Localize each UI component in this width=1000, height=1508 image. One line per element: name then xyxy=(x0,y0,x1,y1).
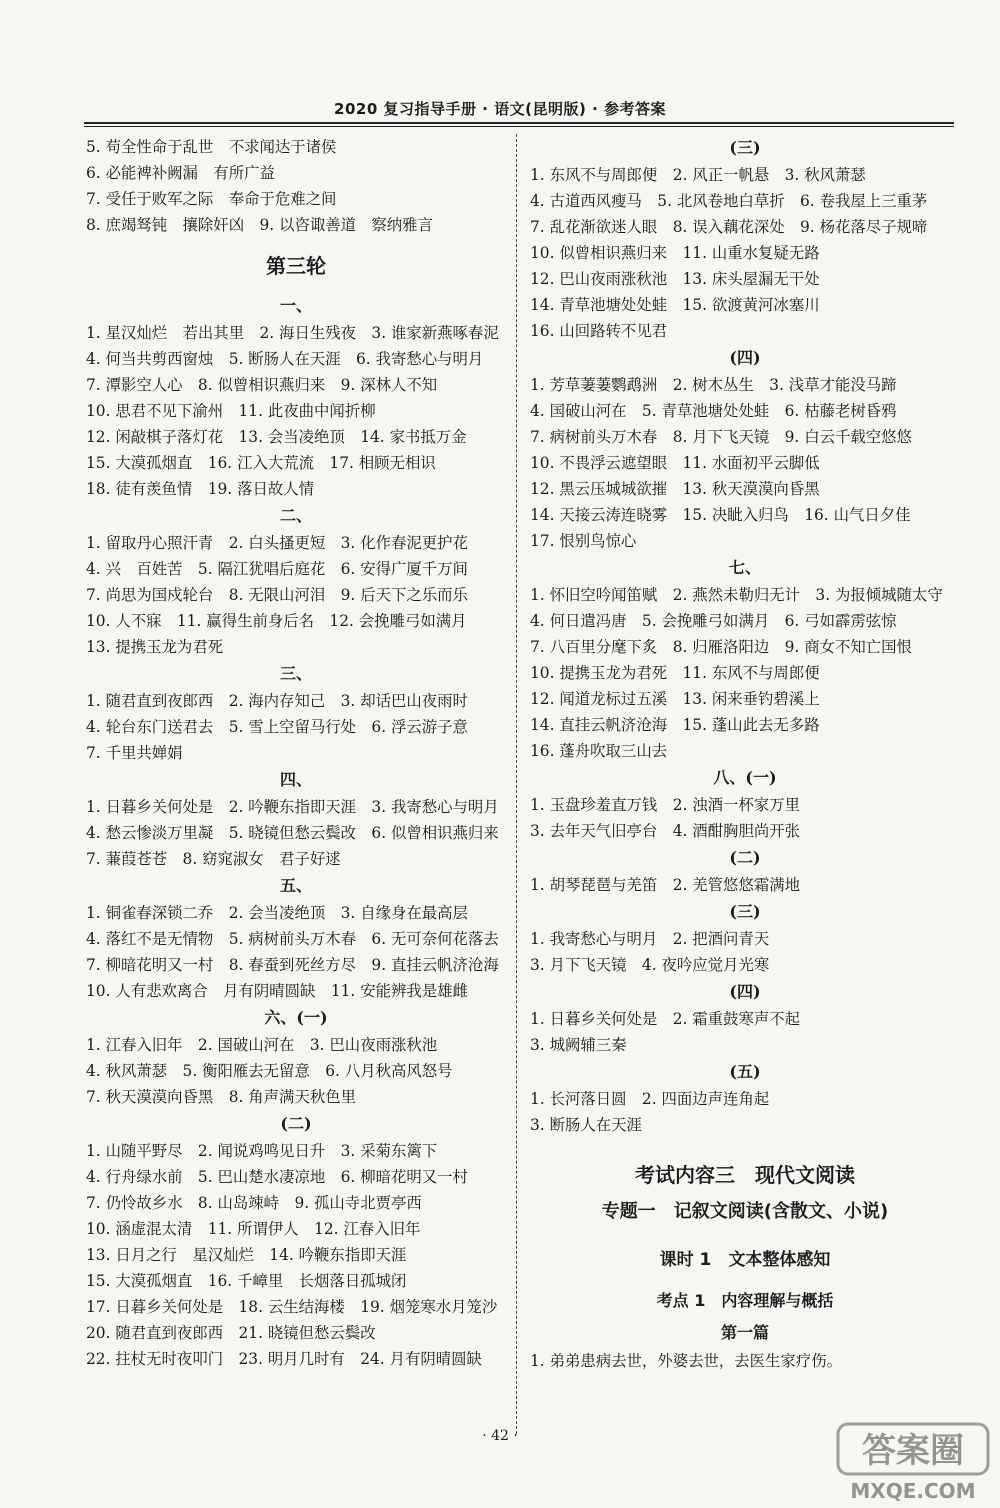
answer-line: 1. 芳草萋萋鹦鹉洲 2. 树木丛生 3. 浅草才能没马蹄 xyxy=(530,376,897,394)
answer-line: 1. 山随平野尽 2. 闻说鸡鸣见日升 3. 采菊东篱下 xyxy=(86,1142,438,1160)
answer-line: 16. 蓬舟吹取三山去 xyxy=(530,742,668,760)
answer-line: 1. 铜雀春深锁二乔 2. 会当凌绝顶 3. 自缘身在最高层 xyxy=(86,904,468,922)
answer-line: 1. 胡琴琵琶与羌笛 2. 羌管悠悠霜满地 xyxy=(530,876,801,894)
answer-line: 15. 大漠孤烟直 16. 江入大荒流 17. 相顾无相识 xyxy=(86,454,436,472)
right-column xyxy=(530,134,960,1374)
exam-content-heading: 考试内容三 现代文阅读 xyxy=(635,1163,855,1187)
answer-line: 1. 弟弟患病去世，外婆去世，去医生家疗伤。 xyxy=(530,1352,842,1370)
answer-line: 7. 蒹葭苍苍 8. 窈窕淑女 君子好逑 xyxy=(86,850,341,868)
section-heading: (四) xyxy=(729,982,761,1001)
answer-line: 10. 人有悲欢离合 月有阴晴圆缺 11. 安能辨我是雄雌 xyxy=(86,982,468,1000)
answer-line: 10. 涵虚混太清 11. 所谓伊人 12. 江春入旧年 xyxy=(86,1220,421,1238)
section-heading: 七、 xyxy=(728,558,761,577)
answer-line: 18. 徒有羡鱼情 19. 落日故人情 xyxy=(86,480,315,498)
section-heading: 二、 xyxy=(279,506,312,525)
answer-line: 1. 日暮乡关何处是 2. 吟鞭东指即天涯 3. 我寄愁心与明月 xyxy=(86,798,499,816)
answer-line: 10. 人不寐 11. 赢得生前身后名 12. 会挽雕弓如满月 xyxy=(86,612,467,630)
answer-line: 7. 秋天漠漠向昏黑 8. 角声满天秋色里 xyxy=(86,1088,357,1106)
answer-line: 15. 大漠孤烟直 16. 千嶂里 长烟落日孤城闭 xyxy=(86,1272,407,1290)
answer-line: 4. 愁云惨淡万里凝 5. 晓镜但愁云鬓改 6. 似曾相识燕归来 xyxy=(86,824,499,842)
answer-line: 7. 受任于败军之际 奉命于危难之间 xyxy=(86,190,337,208)
spacer xyxy=(530,1138,960,1152)
lesson-heading: 课时 1 文本整体感知 xyxy=(659,1250,831,1270)
left-column xyxy=(86,134,506,1372)
answer-line: 7. 乱花渐欲迷人眼 8. 误入藕花深处 9. 杨花落尽子规啼 xyxy=(530,218,928,236)
header-rule-thick xyxy=(84,122,954,124)
answer-line: 10. 似曾相识燕归来 11. 山重水复疑无路 xyxy=(530,244,820,262)
watermark-text: 答案圈 xyxy=(862,1431,964,1471)
answer-line: 3. 月下飞天镜 4. 夜吟应觉月光寒 xyxy=(530,956,770,974)
section-heading: 六、(一) xyxy=(264,1008,328,1027)
answer-line: 4. 秋风萧瑟 5. 衡阳雁去无留意 6. 八月秋高风怒号 xyxy=(86,1062,453,1080)
answer-line: 1. 怀旧空吟闻笛赋 2. 燕然未勒归无计 3. 为报倾城随太守 xyxy=(530,586,943,604)
answer-line: 10. 思君不见下渝州 11. 此夜曲中闻折柳 xyxy=(86,402,376,420)
section-heading: (四) xyxy=(729,348,761,367)
passage-heading: 第一篇 xyxy=(720,1323,769,1342)
column-divider xyxy=(516,134,517,1434)
answer-line: 1. 东风不与周郎便 2. 风正一帆悬 3. 秋风萧瑟 xyxy=(530,166,866,184)
section-heading: 五、 xyxy=(279,876,312,895)
answer-line: 7. 千里共婵娟 xyxy=(86,744,183,762)
key-point-heading: 考点 1 内容理解与概括 xyxy=(656,1291,834,1310)
answer-line: 4. 何当共剪西窗烛 5. 断肠人在天涯 6. 我寄愁心与明月 xyxy=(86,350,484,368)
answer-line: 14. 天接云涛连晓雾 15. 决眦入归鸟 16. 山气日夕佳 xyxy=(530,506,911,524)
answer-line: 4. 国破山河在 5. 青草池塘处处蛙 6. 枯藤老树昏鸦 xyxy=(530,402,897,420)
section-heading: 三、 xyxy=(279,664,312,683)
answer-line: 13. 日月之行 星汉灿烂 14. 吟鞭东指即天涯 xyxy=(86,1246,407,1264)
answer-line: 10. 提携玉龙为君死 11. 东风不与周郎便 xyxy=(530,664,820,682)
answer-line: 4. 行舟绿水前 5. 巴山楚水凄凉地 6. 柳暗花明又一村 xyxy=(86,1168,468,1186)
answer-line: 4. 古道西风瘦马 5. 北风卷地白草折 6. 卷我屋上三重茅 xyxy=(530,192,928,210)
answer-line: 1. 日暮乡关何处是 2. 霜重鼓寒声不起 xyxy=(530,1010,801,1028)
answer-line: 4. 轮台东门送君去 5. 雪上空留马行处 6. 浮云游子意 xyxy=(86,718,468,736)
answer-line: 7. 八百里分麾下炙 8. 归雁洛阳边 9. 商女不知亡国恨 xyxy=(530,638,912,656)
answer-line: 4. 兴 百姓苦 5. 隔江犹唱后庭花 6. 安得广厦千万间 xyxy=(86,560,468,578)
answer-line: 7. 尚思为国戍轮台 8. 无限山河泪 9. 后天下之乐而乐 xyxy=(86,586,468,604)
answer-line: 5. 苟全性命于乱世 不求闻达于诸侯 xyxy=(86,138,337,156)
answer-line: 20. 随君直到夜郎西 21. 晓镜但愁云鬓改 xyxy=(86,1324,376,1342)
answer-line: 7. 仍怜故乡水 8. 山岛竦峙 9. 孤山寺北贾亭西 xyxy=(86,1194,422,1212)
section-heading: (三) xyxy=(729,902,761,921)
section-heading: 一、 xyxy=(279,296,312,315)
answer-line: 14. 直挂云帆济沧海 15. 蓬山此去无多路 xyxy=(530,716,820,734)
answer-line: 4. 落红不是无情物 5. 病树前头万木春 6. 无可奈何花落去 xyxy=(86,930,499,948)
answer-line: 17. 恨别鸟惊心 xyxy=(530,532,637,550)
answer-line: 4. 何日遣冯唐 5. 会挽雕弓如满月 6. 弓如霹雳弦惊 xyxy=(530,612,897,630)
answer-line: 7. 病树前头万木春 8. 月下飞天镜 9. 白云千载空悠悠 xyxy=(530,428,912,446)
topic-heading: 专题一 记叙文阅读(含散文、小说) xyxy=(601,1201,889,1222)
answer-line: 1. 玉盘珍羞直万钱 2. 浊酒一杯家万里 xyxy=(530,796,801,814)
answer-line: 12. 巴山夜雨涨秋池 13. 床头屋漏无干处 xyxy=(530,270,820,288)
watermark-url: MXQE.COM xyxy=(850,1479,976,1503)
answer-line: 1. 我寄愁心与明月 2. 把酒问青天 xyxy=(530,930,770,948)
answer-line: 13. 提携玉龙为君死 xyxy=(86,638,224,656)
section-heading: (五) xyxy=(729,1062,761,1081)
section-heading: (二) xyxy=(729,848,761,867)
answer-line: 1. 长河落日圆 2. 四面边声连角起 xyxy=(530,1090,770,1108)
section-heading: (三) xyxy=(729,138,761,157)
answer-line: 1. 星汉灿烂 若出其里 2. 海日生残夜 3. 谁家新燕啄春泥 xyxy=(86,324,499,342)
round-heading: 第三轮 xyxy=(266,254,326,278)
answer-line: 12. 闲敲棋子落灯花 13. 会当凌绝顶 14. 家书抵万金 xyxy=(86,428,467,446)
answer-line: 6. 必能裨补阙漏 有所广益 xyxy=(86,164,275,182)
page-number: · 42 · xyxy=(482,1428,518,1444)
answer-line: 3. 去年天气旧亭台 4. 酒酣胸胆尚开张 xyxy=(530,822,801,840)
section-heading: 四、 xyxy=(279,770,312,789)
answer-line: 10. 不畏浮云遮望眼 11. 水面初平云脚低 xyxy=(530,454,820,472)
answer-line: 3. 断肠人在天涯 xyxy=(530,1116,642,1134)
answer-line: 22. 拄杖无时夜叩门 23. 明月几时有 24. 月有阴晴圆缺 xyxy=(86,1350,482,1368)
answer-line: 3. 城阙辅三秦 xyxy=(530,1036,627,1054)
answer-line: 12. 黑云压城城欲摧 13. 秋天漠漠向昏黑 xyxy=(530,480,820,498)
answer-line: 12. 闻道龙标过五溪 13. 闲来垂钓碧溪上 xyxy=(530,690,820,708)
answer-line: 8. 庶竭驽钝 攘除奸凶 9. 以咨诹善道 察纳雅言 xyxy=(86,216,433,234)
answer-line: 1. 江春入旧年 2. 国破山河在 3. 巴山夜雨涨秋池 xyxy=(86,1036,438,1054)
answer-line: 1. 留取丹心照汗青 2. 白头搔更短 3. 化作春泥更护花 xyxy=(86,534,468,552)
answer-line: 17. 日暮乡关何处是 18. 云生结海楼 19. 烟笼寒水月笼沙 xyxy=(86,1298,498,1316)
answer-line: 7. 柳暗花明又一村 8. 春蚕到死丝方尽 9. 直挂云帆济沧海 xyxy=(86,956,499,974)
site-watermark-logo xyxy=(834,1420,994,1504)
answer-line: 16. 山回路转不见君 xyxy=(530,322,668,340)
answer-line: 14. 青草池塘处处蛙 15. 欲渡黄河冰塞川 xyxy=(530,296,820,314)
section-heading: (二) xyxy=(280,1114,312,1133)
header-rule-thin xyxy=(84,126,954,127)
running-header: 2020 复习指导手册 · 语文(昆明版) · 参考答案 xyxy=(334,100,666,118)
answer-line: 1. 随君直到夜郎西 2. 海内存知己 3. 却话巴山夜雨时 xyxy=(86,692,468,710)
answer-line: 7. 潭影空人心 8. 似曾相识燕归来 9. 深林人不知 xyxy=(86,376,438,394)
section-heading: 八、(一) xyxy=(713,768,777,787)
